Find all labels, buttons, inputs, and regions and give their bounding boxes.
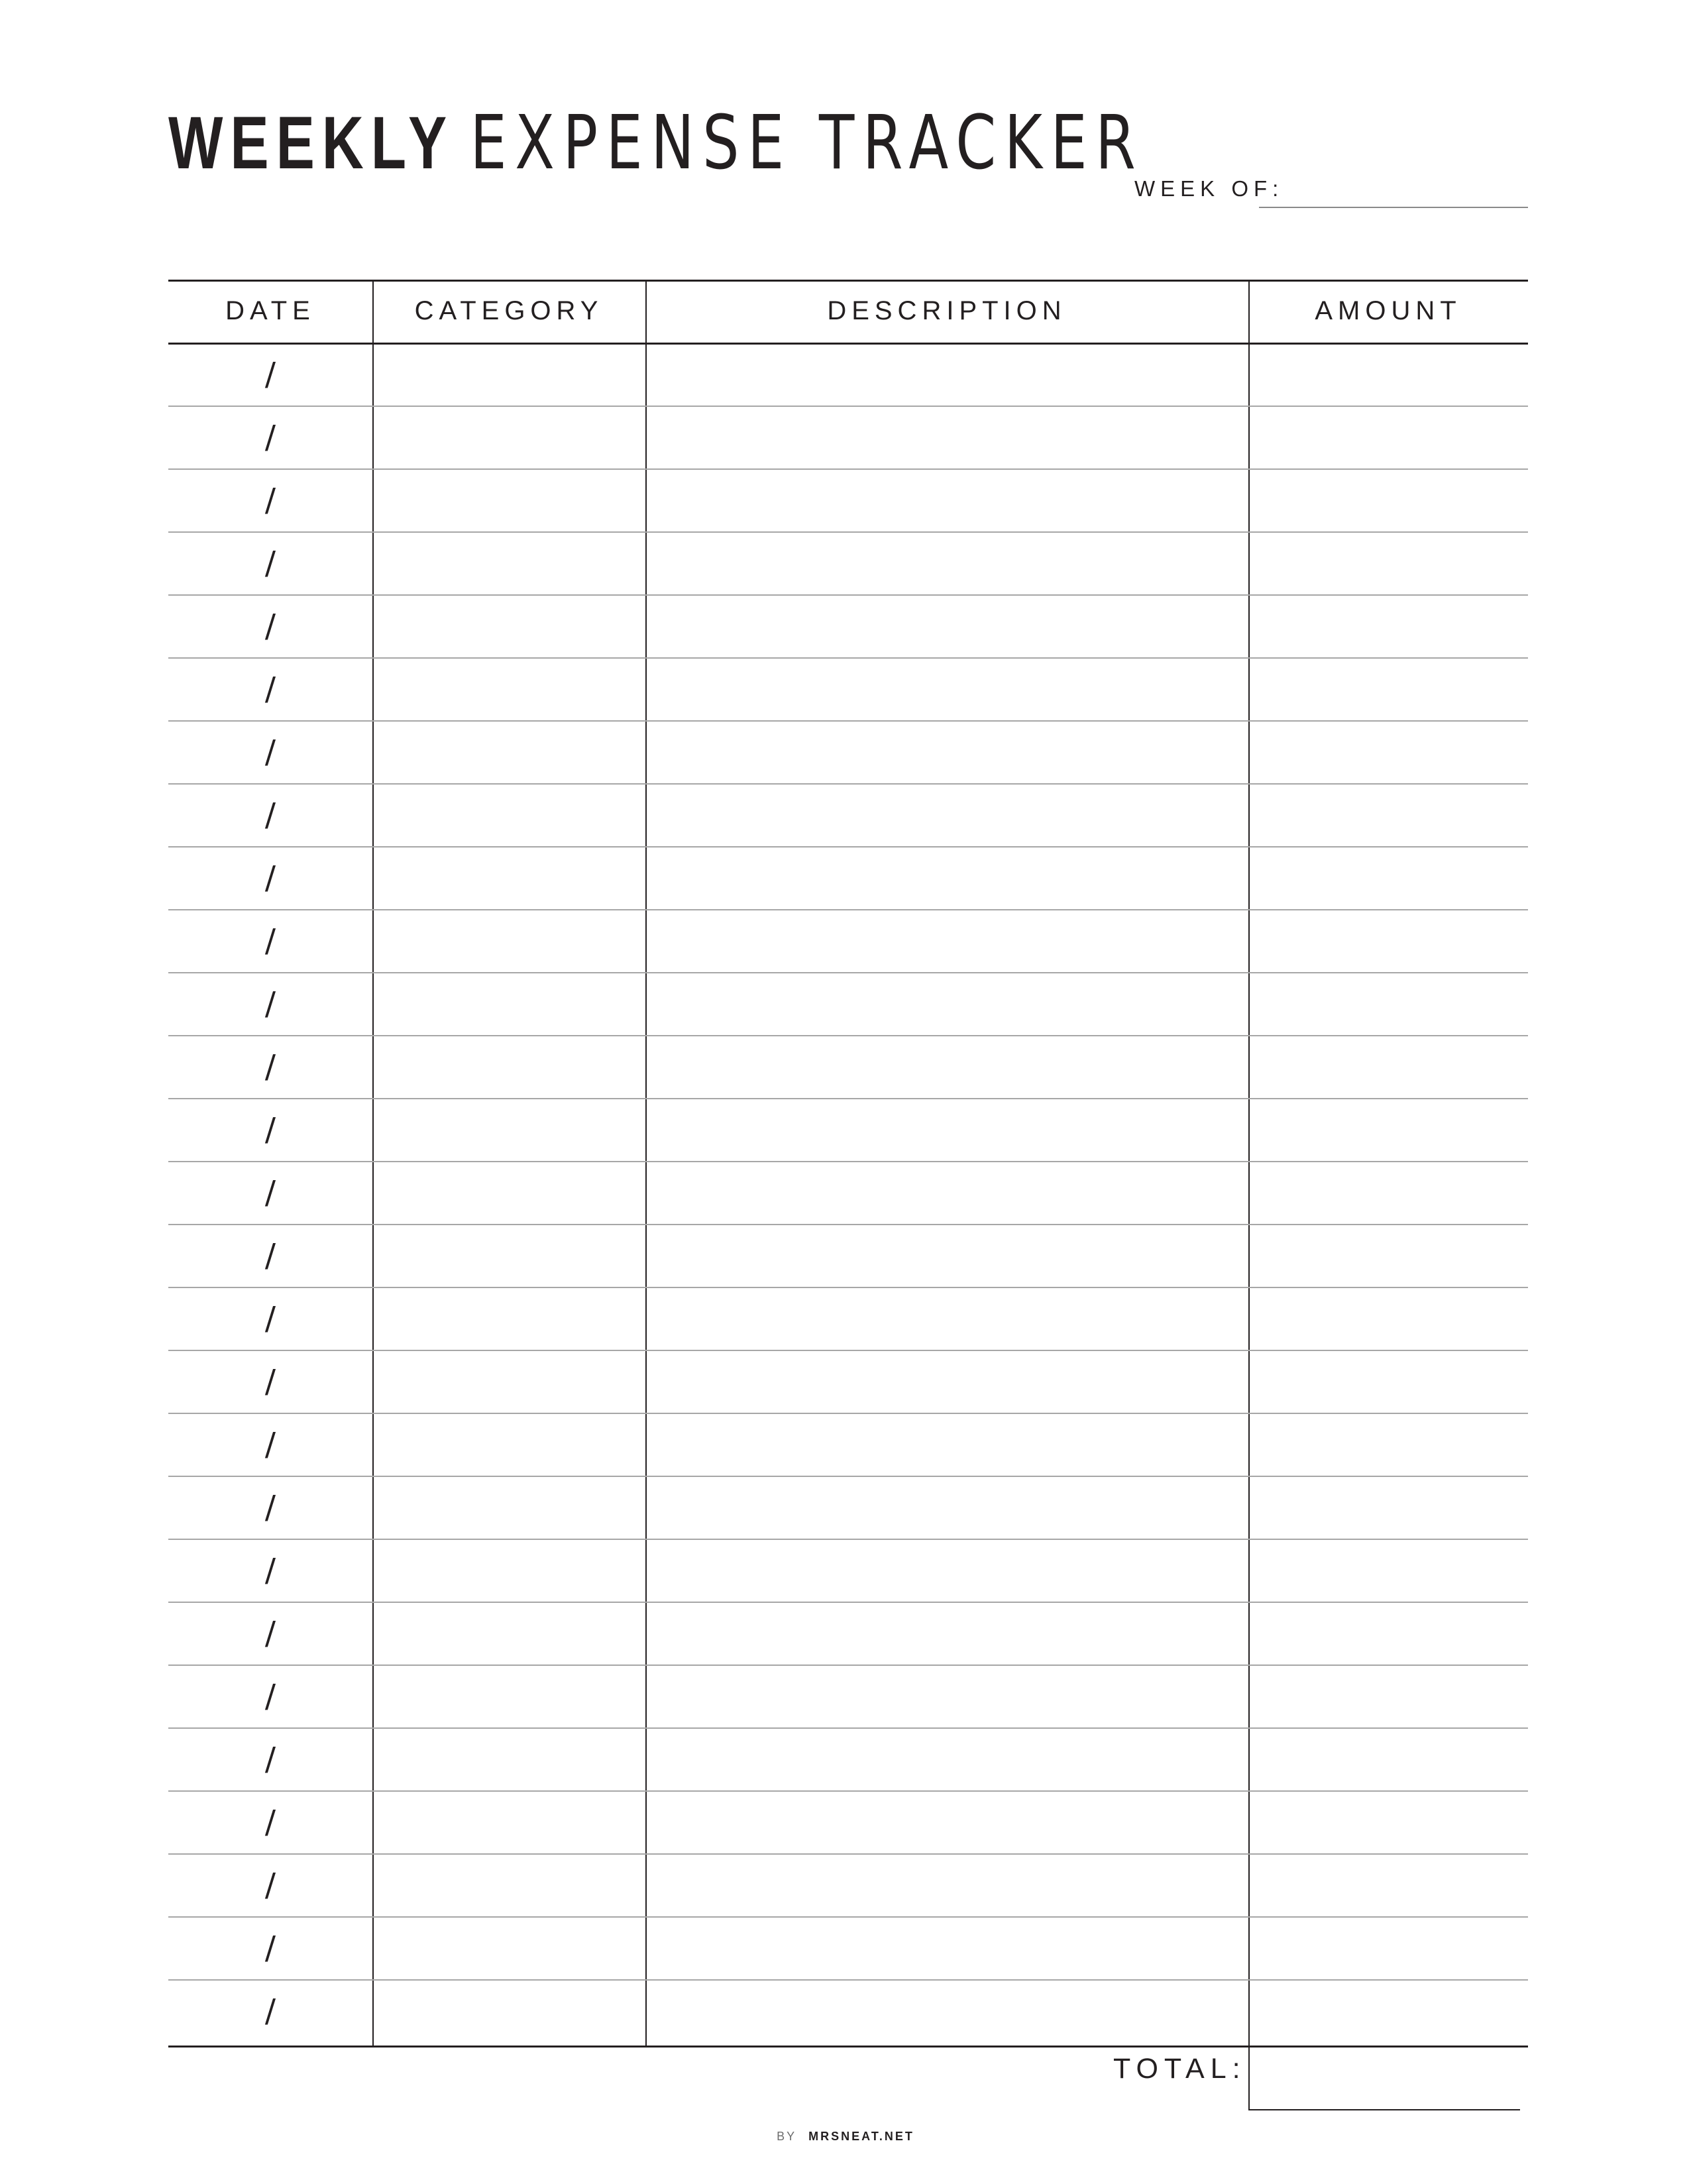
date-slash: / xyxy=(264,1866,276,1904)
total-amount-box[interactable] xyxy=(1248,2046,1520,2110)
date-slash: / xyxy=(264,733,276,771)
date-slash: / xyxy=(264,985,276,1022)
date-slash: / xyxy=(264,544,276,582)
row-divider xyxy=(168,1350,1528,1351)
row-divider xyxy=(168,846,1528,847)
header-amount: AMOUNT xyxy=(1315,296,1462,325)
header-description: DESCRIPTION xyxy=(827,296,1067,325)
table-row[interactable] xyxy=(168,1853,1528,1916)
date-slash: / xyxy=(264,1174,276,1211)
table-row[interactable] xyxy=(168,1979,1528,2042)
table-row[interactable] xyxy=(168,1413,1528,1476)
table-row[interactable] xyxy=(168,1916,1528,1979)
date-slash: / xyxy=(264,1362,276,1400)
row-divider xyxy=(168,1035,1528,1036)
title-light-words: EXPENSE TRACKER xyxy=(470,100,1144,186)
table-row[interactable] xyxy=(168,1602,1528,1665)
table-row[interactable] xyxy=(168,909,1528,972)
row-divider xyxy=(168,720,1528,722)
header-category: CATEGORY xyxy=(414,296,604,325)
date-slash: / xyxy=(264,922,276,959)
table-row[interactable] xyxy=(168,1287,1528,1350)
date-slash: / xyxy=(264,1488,276,1526)
date-slash: / xyxy=(264,1299,276,1337)
date-slash: / xyxy=(264,859,276,897)
table-row[interactable] xyxy=(168,1035,1528,1098)
table-row[interactable] xyxy=(168,1539,1528,1602)
row-divider xyxy=(168,1224,1528,1225)
date-slash: / xyxy=(264,1614,276,1652)
row-divider xyxy=(168,406,1528,407)
row-divider xyxy=(168,1790,1528,1792)
date-slash: / xyxy=(264,607,276,645)
row-divider xyxy=(168,1287,1528,1288)
date-slash: / xyxy=(264,1992,276,2030)
row-divider xyxy=(168,909,1528,910)
table-row[interactable] xyxy=(168,972,1528,1035)
table-row[interactable] xyxy=(168,720,1528,783)
table-row[interactable] xyxy=(168,783,1528,846)
row-divider xyxy=(168,594,1528,596)
row-divider xyxy=(168,1539,1528,1540)
footer-site: MRSNEAT.NET xyxy=(808,2130,914,2143)
row-divider xyxy=(168,1413,1528,1414)
date-slash: / xyxy=(264,418,276,456)
row-divider xyxy=(168,972,1528,973)
expense-table xyxy=(168,280,1528,2047)
footer-by: BY xyxy=(777,2130,797,2143)
date-slash: / xyxy=(264,1929,276,1967)
table-row[interactable] xyxy=(168,1161,1528,1224)
row-divider xyxy=(168,1098,1528,1099)
row-divider xyxy=(168,1161,1528,1162)
row-divider xyxy=(168,1602,1528,1603)
table-row[interactable] xyxy=(168,343,1528,406)
table-row[interactable] xyxy=(168,468,1528,531)
table-row[interactable] xyxy=(168,657,1528,720)
footer-credit xyxy=(0,2130,1691,2144)
date-slash: / xyxy=(264,1111,276,1148)
date-slash: / xyxy=(264,481,276,519)
table-row[interactable] xyxy=(168,846,1528,909)
total-label: TOTAL: xyxy=(1113,2053,1246,2085)
table-row[interactable] xyxy=(168,1727,1528,1790)
page-title xyxy=(168,100,1144,186)
week-of-input-line[interactable] xyxy=(1259,207,1528,208)
table-row[interactable] xyxy=(168,1665,1528,1727)
date-slash: / xyxy=(264,1425,276,1463)
date-slash: / xyxy=(264,1236,276,1274)
row-divider xyxy=(168,657,1528,659)
row-divider xyxy=(168,1476,1528,1477)
date-slash: / xyxy=(264,1740,276,1778)
date-slash: / xyxy=(264,670,276,708)
row-divider xyxy=(168,1727,1528,1729)
row-divider xyxy=(168,1665,1528,1666)
date-slash: / xyxy=(264,1803,276,1841)
date-slash: / xyxy=(264,1677,276,1715)
week-of-field xyxy=(1134,176,1528,209)
row-divider xyxy=(168,1853,1528,1855)
date-slash: / xyxy=(264,355,276,393)
table-row[interactable] xyxy=(168,1476,1528,1539)
week-of-label: WEEK OF: xyxy=(1134,176,1284,201)
row-divider xyxy=(168,1979,1528,1981)
row-divider xyxy=(168,1916,1528,1918)
title-bold-word: WEEKLY xyxy=(168,101,455,184)
header-date: DATE xyxy=(225,296,315,325)
date-slash: / xyxy=(264,1551,276,1589)
table-row[interactable] xyxy=(168,1350,1528,1413)
table-row[interactable] xyxy=(168,594,1528,657)
row-divider xyxy=(168,468,1528,470)
table-row[interactable] xyxy=(168,1224,1528,1287)
table-row[interactable] xyxy=(168,1098,1528,1161)
row-divider xyxy=(168,531,1528,533)
date-slash: / xyxy=(264,796,276,834)
table-row[interactable] xyxy=(168,531,1528,594)
row-divider xyxy=(168,783,1528,785)
date-slash: / xyxy=(264,1048,276,1085)
table-row[interactable] xyxy=(168,406,1528,468)
table-row[interactable] xyxy=(168,1790,1528,1853)
